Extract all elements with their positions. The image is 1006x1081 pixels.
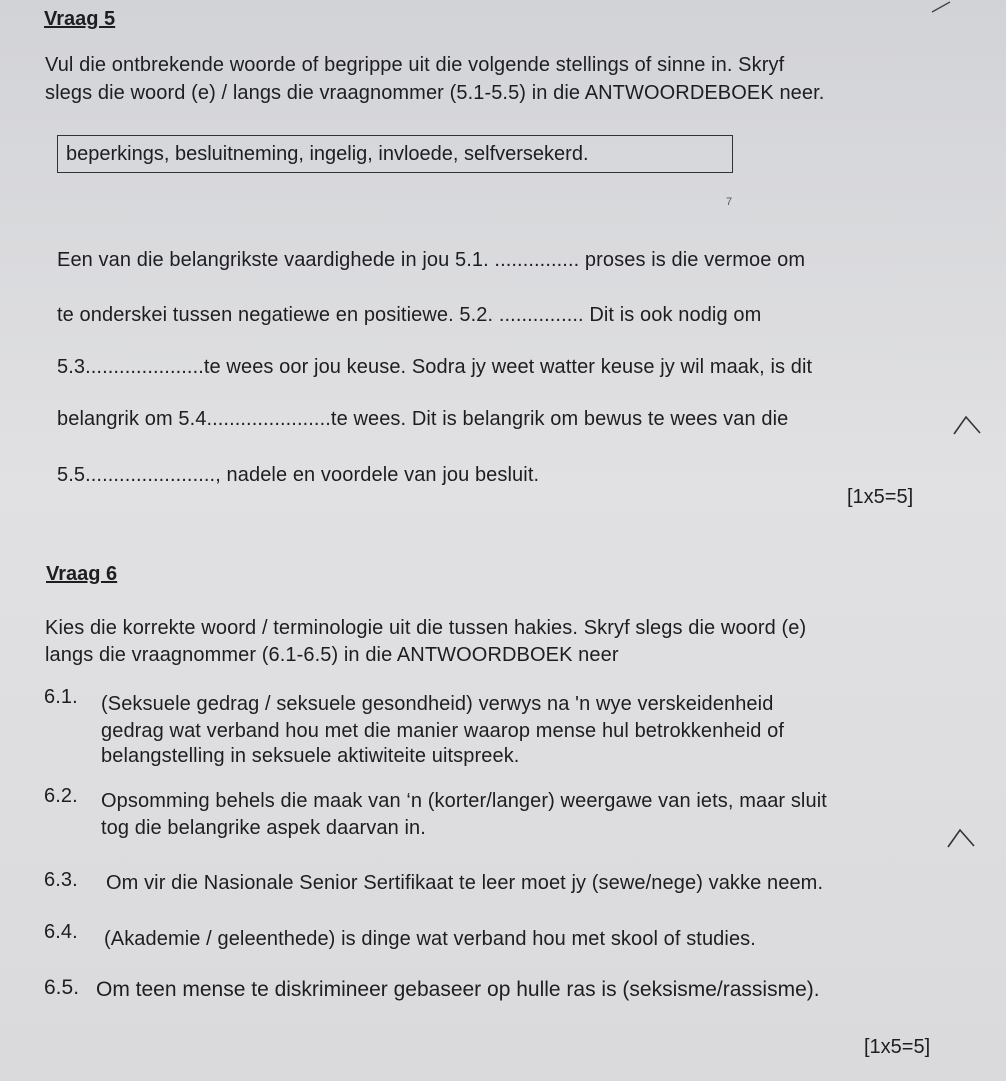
word-bank-text: beperkings, besluitneming, ingelig, invloede, selfversekerd. — [66, 143, 589, 165]
q6-item-5-line-1: Om teen mense te diskrimineer gebaseer op hulle ras is (seksisme/rassisme). — [96, 978, 820, 1001]
corner-pen-mark-icon — [930, 0, 960, 14]
q6-item-1-line-3: belangstelling in seksuele aktiwiteite uitspreek. — [101, 745, 520, 767]
tick-mark-icon — [952, 414, 982, 436]
q6-item-4-number: 6.4. — [44, 921, 78, 943]
q5-passage-line-5: 5.5......................., nadele en voordele van jou besluit. — [57, 464, 540, 486]
q6-item-5-number: 6.5. — [44, 976, 80, 999]
q6-item-4-line-1: (Akademie / geleenthede) is dinge wat verband hou met skool of studies. — [104, 928, 756, 950]
q5-instruction-line-1: Vul die ontbrekende woorde of begrippe uit die volgende stellings of sinne in. Skryf — [45, 54, 785, 76]
q5-instruction-line-2: slegs die woord (e) / langs die vraagnommer (5.1-5.5) in die ANTWOORDEBOEK neer. — [45, 82, 825, 104]
q5-passage-line-2: te onderskei tussen negatiewe en positiewe. 5.2. ............... Dit is ook nodig om — [57, 304, 762, 326]
q6-marks: [1x5=5] — [864, 1036, 931, 1058]
question-5-heading: Vraag 5 — [44, 8, 116, 30]
q6-item-1-line-2: gedrag wat verband hou met die manier waarop mense hul betrokkenheid of — [101, 720, 785, 742]
q6-instruction-line-1: Kies die korrekte woord / terminologie uit die tussen hakies. Skryf slegs die woord (e) — [45, 617, 807, 639]
q5-passage-line-4: belangrik om 5.4......................te wees. Dit is belangrik om bewus te wees van die — [57, 408, 789, 430]
q6-item-2-number: 6.2. — [44, 785, 78, 807]
q6-instruction-line-2: langs die vraagnommer (6.1-6.5) in die ANTWOORDBOEK neer — [45, 644, 619, 666]
q6-item-1-number: 6.1. — [44, 686, 78, 708]
q5-marks: [1x5=5] — [847, 486, 914, 508]
q6-item-3-number: 6.3. — [44, 869, 78, 891]
q6-item-3-line-1: Om vir die Nasionale Senior Sertifikaat te leer moet jy (sewe/nege) vakke neem. — [106, 872, 824, 894]
q5-passage-line-3: 5.3.....................te wees oor jou keuse. Sodra jy weet watter keuse jy wil maak, is dit — [57, 356, 813, 378]
question-6-heading: Vraag 6 — [46, 563, 118, 585]
q5-passage-line-1: Een van die belangrikste vaardighede in jou 5.1. ............... proses is die vermoe om — [57, 249, 806, 271]
stray-pen-mark: 7 — [726, 196, 733, 208]
q6-item-2-line-1: Opsomming behels die maak van ‘n (korter/langer) weergawe van iets, maar sluit — [101, 790, 827, 812]
q6-item-1-line-1: (Seksuele gedrag / seksuele gesondheid) verwys na 'n wye verskeidenheid — [101, 693, 774, 715]
q6-item-2-line-2: tog die belangrike aspek daarvan in. — [101, 817, 426, 839]
tick-mark-icon — [946, 827, 976, 849]
word-bank-box — [57, 135, 733, 173]
